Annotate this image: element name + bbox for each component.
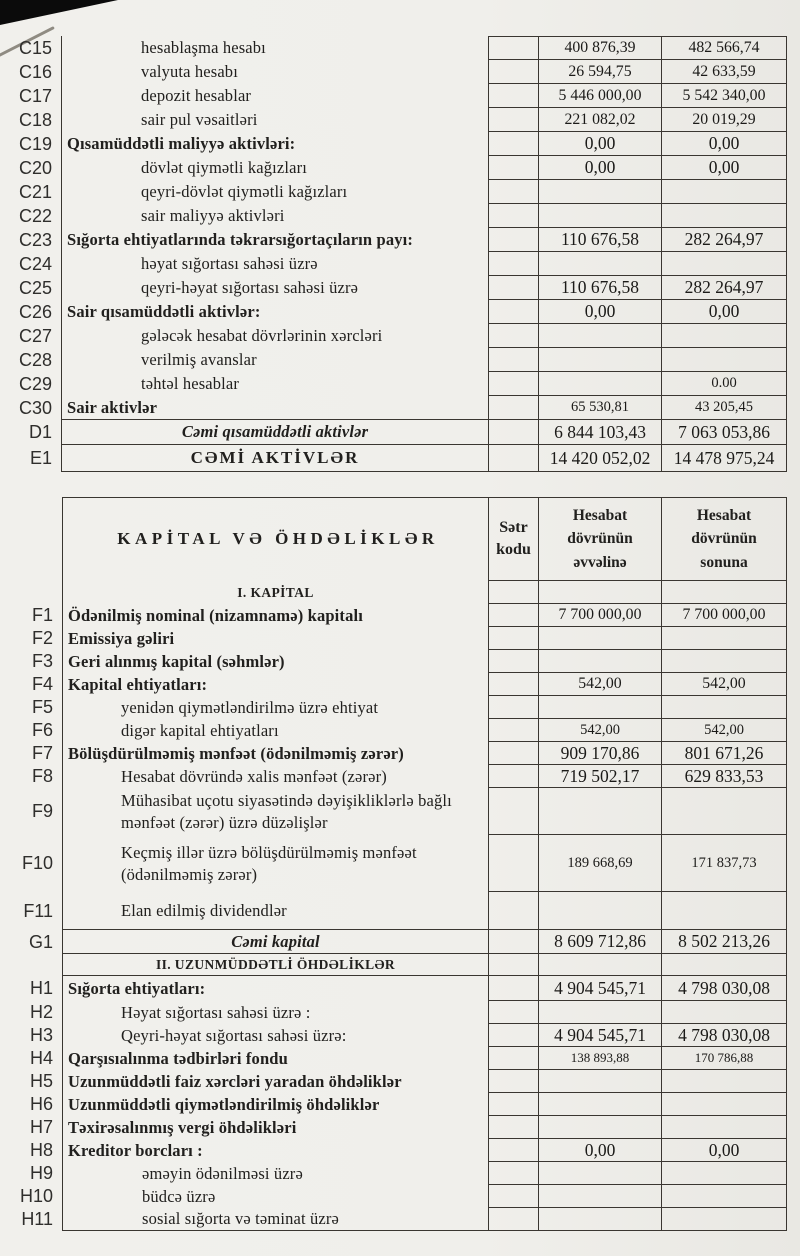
value-period-begin: 0,00 xyxy=(538,132,661,156)
row-code: C26 xyxy=(0,300,62,324)
row-label: Uzunmüddətli faiz xərcləri yaradan öhdəliklər xyxy=(62,1070,488,1093)
value-period-end: 801 671,26 xyxy=(661,742,787,765)
header-col-period-end: Hesabat dövrünün sonuna xyxy=(661,497,787,581)
value-period-begin: 110 676,58 xyxy=(538,276,661,300)
row-code: F11 xyxy=(23,900,53,921)
table-row xyxy=(0,445,787,472)
row-label: Cəmi qısamüddətli aktivlər xyxy=(62,420,488,445)
table-row xyxy=(0,650,787,673)
document-sheet xyxy=(0,36,787,1231)
table-row xyxy=(0,765,787,788)
value-period-end: 0,00 xyxy=(661,1139,787,1162)
row-code: C22 xyxy=(0,204,62,228)
row-code-cell xyxy=(488,954,538,976)
value-period-end: 542,00 xyxy=(661,719,787,742)
value-period-end xyxy=(661,650,787,673)
row-code: C17 xyxy=(0,84,62,108)
assets-table-continuation xyxy=(0,36,787,472)
value-period-begin: 138 893,88 xyxy=(538,1047,661,1070)
row-code-cell xyxy=(488,1116,538,1139)
row-label: Keçmiş illər üzrə bölüşdürülməmiş mənfəət (ödənilməmiş zərər) xyxy=(62,835,488,892)
capital-liabilities-rows xyxy=(0,581,787,1231)
value-period-begin xyxy=(538,1070,661,1093)
scan-corner-artifact xyxy=(0,0,118,25)
value-period-end xyxy=(661,627,787,650)
value-period-end: 4 798 030,08 xyxy=(661,1024,787,1047)
table-row xyxy=(0,396,787,420)
value-period-end: 0,00 xyxy=(661,156,787,180)
row-code-cell xyxy=(488,156,538,180)
row-code-cell xyxy=(488,930,538,954)
value-period-begin: 542,00 xyxy=(538,673,661,696)
row-code-cell xyxy=(488,60,538,84)
section-title: II. UZUNMÜDDƏTLİ ÖHDƏLİKLƏR xyxy=(62,954,488,976)
row-code-cell xyxy=(488,276,538,300)
row-code-cell xyxy=(488,742,538,765)
value-period-end xyxy=(661,1185,787,1208)
row-label: digər kapital ehtiyatları xyxy=(62,719,488,742)
table-row xyxy=(0,1208,787,1231)
row-label: valyuta hesabı xyxy=(141,62,238,82)
row-code-cell xyxy=(488,1139,538,1162)
row-code: H9 xyxy=(29,1163,53,1183)
row-code: H2 xyxy=(29,1002,53,1022)
table-row xyxy=(0,788,787,835)
value-period-begin: 5 446 000,00 xyxy=(538,84,661,108)
row-code-cell xyxy=(488,765,538,788)
table-row xyxy=(0,835,787,892)
value-period-begin: 0,00 xyxy=(538,156,661,180)
table-row xyxy=(0,132,787,156)
row-label: qeyri-dövlət qiymətli kağızları xyxy=(141,182,348,202)
value-period-begin xyxy=(538,892,661,930)
table-row xyxy=(0,1047,787,1070)
value-period-begin xyxy=(538,1093,661,1116)
value-period-end xyxy=(661,348,787,372)
row-label: hesablaşma hesabı xyxy=(141,38,266,58)
table-row xyxy=(0,84,787,108)
row-code: F1 xyxy=(31,605,53,625)
table-row xyxy=(0,276,787,300)
table-row xyxy=(0,604,787,627)
value-period-end xyxy=(661,180,787,204)
value-period-end: 42 633,59 xyxy=(661,60,787,84)
row-code-cell xyxy=(488,396,538,420)
value-period-end: 171 837,73 xyxy=(661,835,787,892)
row-label: sosial sığorta və təminat üzrə xyxy=(62,1208,488,1231)
row-label: Kreditor borcları : xyxy=(62,1139,488,1162)
row-label: qeyri-həyat sığortası sahəsi üzrə xyxy=(141,278,359,298)
section-row xyxy=(0,581,787,604)
value-period-end xyxy=(661,892,787,930)
value-period-begin xyxy=(538,1001,661,1024)
row-code-cell xyxy=(488,788,538,835)
row-label: Qeyri-həyat sığortası sahəsi üzrə: xyxy=(62,1024,488,1047)
value-period-begin: 542,00 xyxy=(538,719,661,742)
value-period-begin: 909 170,86 xyxy=(538,742,661,765)
row-code: F6 xyxy=(31,720,53,740)
value-period-end xyxy=(661,1162,787,1185)
row-code: C23 xyxy=(0,228,62,252)
value-period-begin xyxy=(538,1208,661,1231)
row-label: Sair qısamüddətli aktivlər: xyxy=(67,302,261,322)
value-period-begin: 0,00 xyxy=(538,300,661,324)
table-row xyxy=(0,1185,787,1208)
table-row xyxy=(0,60,787,84)
row-code-cell xyxy=(488,1001,538,1024)
value-period-end: 20 019,29 xyxy=(661,108,787,132)
header-title: KAPİTAL VƏ ÖHDƏLİKLƏR xyxy=(62,497,488,581)
value-period-end xyxy=(661,252,787,276)
row-code: F8 xyxy=(31,766,53,786)
value-period-end: 0,00 xyxy=(661,132,787,156)
table-row xyxy=(0,719,787,742)
value-period-end: 629 833,53 xyxy=(661,765,787,788)
table-row xyxy=(0,372,787,396)
value-period-end: 43 205,45 xyxy=(661,396,787,420)
row-code xyxy=(0,581,62,604)
value-period-begin: 221 082,02 xyxy=(538,108,661,132)
row-label: Elan edilmiş dividendlər xyxy=(62,892,488,930)
row-code-cell xyxy=(488,132,538,156)
value-period-end: 5 542 340,00 xyxy=(661,84,787,108)
table-row xyxy=(0,204,787,228)
table-row xyxy=(0,348,787,372)
row-label: əməyin ödənilməsi üzrə xyxy=(62,1162,488,1185)
value-period-end: 542,00 xyxy=(661,673,787,696)
header-code-gutter xyxy=(0,497,62,581)
row-label: Hesabat dövründə xalis mənfəət (zərər) xyxy=(62,765,488,788)
row-code: F4 xyxy=(31,674,53,694)
row-code-cell xyxy=(488,108,538,132)
value-period-end xyxy=(661,1208,787,1231)
value-period-begin: 8 609 712,86 xyxy=(538,930,661,954)
row-code: C24 xyxy=(0,252,62,276)
row-code: G1 xyxy=(28,931,53,952)
value-period-begin xyxy=(538,252,661,276)
value-period-end: 8 502 213,26 xyxy=(661,930,787,954)
row-code-cell xyxy=(488,36,538,60)
value-period-begin xyxy=(538,650,661,673)
row-code-cell xyxy=(488,719,538,742)
row-code: D1 xyxy=(0,420,62,445)
row-code-cell xyxy=(488,696,538,719)
row-label: Geri alınmış kapital (səhmlər) xyxy=(62,650,488,673)
value-period-begin xyxy=(538,696,661,719)
row-code: C27 xyxy=(0,324,62,348)
row-code: C19 xyxy=(0,132,62,156)
table-row xyxy=(0,696,787,719)
value-period-begin: 0,00 xyxy=(538,1139,661,1162)
table-row xyxy=(0,1116,787,1139)
table-row xyxy=(0,108,787,132)
table-row xyxy=(0,36,787,60)
row-code: E1 xyxy=(0,445,62,472)
row-code-cell xyxy=(488,445,538,472)
table-row xyxy=(0,1139,787,1162)
row-code: C28 xyxy=(0,348,62,372)
value-period-begin: 189 668,69 xyxy=(538,835,661,892)
row-code-cell xyxy=(488,1047,538,1070)
table-row xyxy=(0,180,787,204)
row-code-cell xyxy=(488,1162,538,1185)
row-code: F3 xyxy=(31,651,53,671)
value-period-begin xyxy=(538,324,661,348)
row-code-cell xyxy=(488,1024,538,1047)
value-period-end: 282 264,97 xyxy=(661,276,787,300)
row-code: F10 xyxy=(21,853,53,873)
value-period-begin xyxy=(538,180,661,204)
table-row xyxy=(0,1093,787,1116)
row-code: H10 xyxy=(19,1186,53,1206)
value-period-begin: 4 904 545,71 xyxy=(538,976,661,1001)
row-code-cell xyxy=(488,204,538,228)
table-row xyxy=(0,1024,787,1047)
value-period-end xyxy=(661,1116,787,1139)
row-code-cell xyxy=(488,835,538,892)
table-row xyxy=(0,930,787,954)
row-code-cell xyxy=(488,252,538,276)
value-period-end: 0.00 xyxy=(661,372,787,396)
row-code: H5 xyxy=(29,1071,53,1091)
row-label: Qısamüddətli maliyyə aktivləri: xyxy=(67,134,296,154)
row-code-cell xyxy=(488,1070,538,1093)
value-period-end xyxy=(661,581,787,604)
row-label: dövlət qiymətli kağızları xyxy=(141,158,307,178)
table-header-row xyxy=(0,497,787,581)
value-period-begin xyxy=(538,1162,661,1185)
row-label: təhtəl hesablar xyxy=(141,374,239,394)
row-label: gələcək hesabat dövrlərinin xərcləri xyxy=(141,326,383,346)
row-code-cell xyxy=(488,324,538,348)
row-code: F2 xyxy=(31,628,53,648)
value-period-end xyxy=(661,1093,787,1116)
value-period-begin xyxy=(538,788,661,835)
row-code-cell xyxy=(488,300,538,324)
value-period-begin xyxy=(538,348,661,372)
table-row xyxy=(0,627,787,650)
value-period-begin xyxy=(538,372,661,396)
table-row xyxy=(0,1001,787,1024)
value-period-end: 7 700 000,00 xyxy=(661,604,787,627)
table-row xyxy=(0,156,787,180)
section-title: I. KAPİTAL xyxy=(62,581,488,604)
header-col-satr-kodu: Sətr kodu xyxy=(488,497,538,581)
section-row xyxy=(0,954,787,976)
table-row xyxy=(0,324,787,348)
value-period-end: 282 264,97 xyxy=(661,228,787,252)
value-period-begin: 400 876,39 xyxy=(538,36,661,60)
row-code: C30 xyxy=(0,396,62,420)
row-label: Bölüşdürülməmiş mənfəət (ödənilməmiş zərər) xyxy=(62,742,488,765)
row-label: depozit hesablar xyxy=(141,86,252,106)
row-code-cell xyxy=(488,372,538,396)
row-label: Cəmi kapital xyxy=(62,930,488,954)
row-code: C21 xyxy=(0,180,62,204)
row-code: F9 xyxy=(31,801,53,821)
row-code-cell xyxy=(488,650,538,673)
value-period-begin: 6 844 103,43 xyxy=(538,420,661,445)
row-code: H3 xyxy=(29,1025,53,1045)
row-label: Qarşısıalınma tədbirləri fondu xyxy=(62,1047,488,1070)
row-label: Sair aktivlər xyxy=(62,396,488,420)
row-code: F7 xyxy=(31,743,53,763)
row-label: büdcə üzrə xyxy=(62,1185,488,1208)
row-code: C18 xyxy=(0,108,62,132)
row-code-cell xyxy=(488,1185,538,1208)
row-label: Həyat sığortası sahəsi üzrə : xyxy=(62,1001,488,1024)
row-code-cell xyxy=(488,84,538,108)
value-period-begin xyxy=(538,1185,661,1208)
value-period-end xyxy=(661,204,787,228)
row-code-cell xyxy=(488,627,538,650)
table-row xyxy=(0,1162,787,1185)
row-code: H7 xyxy=(29,1117,53,1137)
value-period-begin: 7 700 000,00 xyxy=(538,604,661,627)
value-period-end xyxy=(661,1001,787,1024)
table-row xyxy=(0,252,787,276)
value-period-begin: 14 420 052,02 xyxy=(538,445,661,472)
row-code: H11 xyxy=(21,1209,53,1229)
row-code: F5 xyxy=(31,697,53,717)
row-code-cell xyxy=(488,420,538,445)
row-label: Kapital ehtiyatları: xyxy=(62,673,488,696)
row-label: sair pul vəsaitləri xyxy=(141,110,258,130)
value-period-end: 0,00 xyxy=(661,300,787,324)
row-code: C25 xyxy=(0,276,62,300)
table-row xyxy=(0,300,787,324)
value-period-end xyxy=(661,954,787,976)
row-code-cell xyxy=(488,892,538,930)
row-code: C16 xyxy=(0,60,62,84)
value-period-begin: 26 594,75 xyxy=(538,60,661,84)
row-label: CƏMİ AKTİVLƏR xyxy=(62,445,488,472)
value-period-begin xyxy=(538,627,661,650)
row-code-cell xyxy=(488,673,538,696)
row-label: sair maliyyə aktivləri xyxy=(141,206,285,226)
value-period-begin xyxy=(538,1116,661,1139)
value-period-end: 170 786,88 xyxy=(661,1047,787,1070)
row-code-cell xyxy=(488,1093,538,1116)
row-label: Mühasibat uçotu siyasətində dəyişikliklərlə bağlı mənfəət (zərər) üzrə düzəlişlər xyxy=(62,788,488,835)
row-code: H8 xyxy=(29,1140,53,1160)
row-code-cell xyxy=(488,604,538,627)
value-period-end xyxy=(661,1070,787,1093)
value-period-end xyxy=(661,324,787,348)
row-code: C20 xyxy=(0,156,62,180)
row-label: Təxirəsalınmış vergi öhdəlikləri xyxy=(62,1116,488,1139)
row-label: Sığorta ehtiyatlarında təkrarsığortaçıların payı: xyxy=(67,230,414,250)
row-code xyxy=(0,954,62,976)
row-label: yenidən qiymətləndirilmə üzrə ehtiyat xyxy=(62,696,488,719)
value-period-end: 482 566,74 xyxy=(661,36,787,60)
row-label: Emissiya gəliri xyxy=(62,627,488,650)
value-period-end xyxy=(661,788,787,835)
row-code-cell xyxy=(488,976,538,1001)
row-code: H6 xyxy=(29,1094,53,1114)
row-code-cell xyxy=(488,1208,538,1231)
row-code: C15 xyxy=(0,36,62,60)
value-period-end xyxy=(661,696,787,719)
row-code-cell xyxy=(488,180,538,204)
value-period-begin: 719 502,17 xyxy=(538,765,661,788)
table-row xyxy=(0,673,787,696)
row-code: H1 xyxy=(29,978,53,998)
value-period-begin xyxy=(538,954,661,976)
row-label: Uzunmüddətli qiymətləndirilmiş öhdəliklər xyxy=(62,1093,488,1116)
table-row xyxy=(0,892,787,930)
value-period-begin: 4 904 545,71 xyxy=(538,1024,661,1047)
row-label: həyat sığortası sahəsi üzrə xyxy=(141,254,318,274)
capital-liabilities-table xyxy=(0,497,787,1231)
row-code-cell xyxy=(488,348,538,372)
row-code: C29 xyxy=(0,372,62,396)
table-row xyxy=(0,742,787,765)
table-row xyxy=(0,228,787,252)
row-label: Sığorta ehtiyatları: xyxy=(62,976,488,1001)
value-period-end: 7 063 053,86 xyxy=(661,420,787,445)
row-label: Ödənilmiş nominal (nizamnamə) kapitalı xyxy=(62,604,488,627)
value-period-begin xyxy=(538,204,661,228)
value-period-begin: 65 530,81 xyxy=(538,396,661,420)
value-period-begin: 110 676,58 xyxy=(538,228,661,252)
header-col-period-begin: Hesabat dövrünün əvvəlinə xyxy=(538,497,661,581)
table-row xyxy=(0,1070,787,1093)
value-period-end: 4 798 030,08 xyxy=(661,976,787,1001)
row-code-cell xyxy=(488,581,538,604)
table-row xyxy=(0,420,787,445)
table-row xyxy=(0,976,787,1001)
row-code-cell xyxy=(488,228,538,252)
value-period-end: 14 478 975,24 xyxy=(661,445,787,472)
value-period-begin xyxy=(538,581,661,604)
row-label: verilmiş avanslar xyxy=(141,350,257,370)
row-code: H4 xyxy=(29,1048,53,1068)
